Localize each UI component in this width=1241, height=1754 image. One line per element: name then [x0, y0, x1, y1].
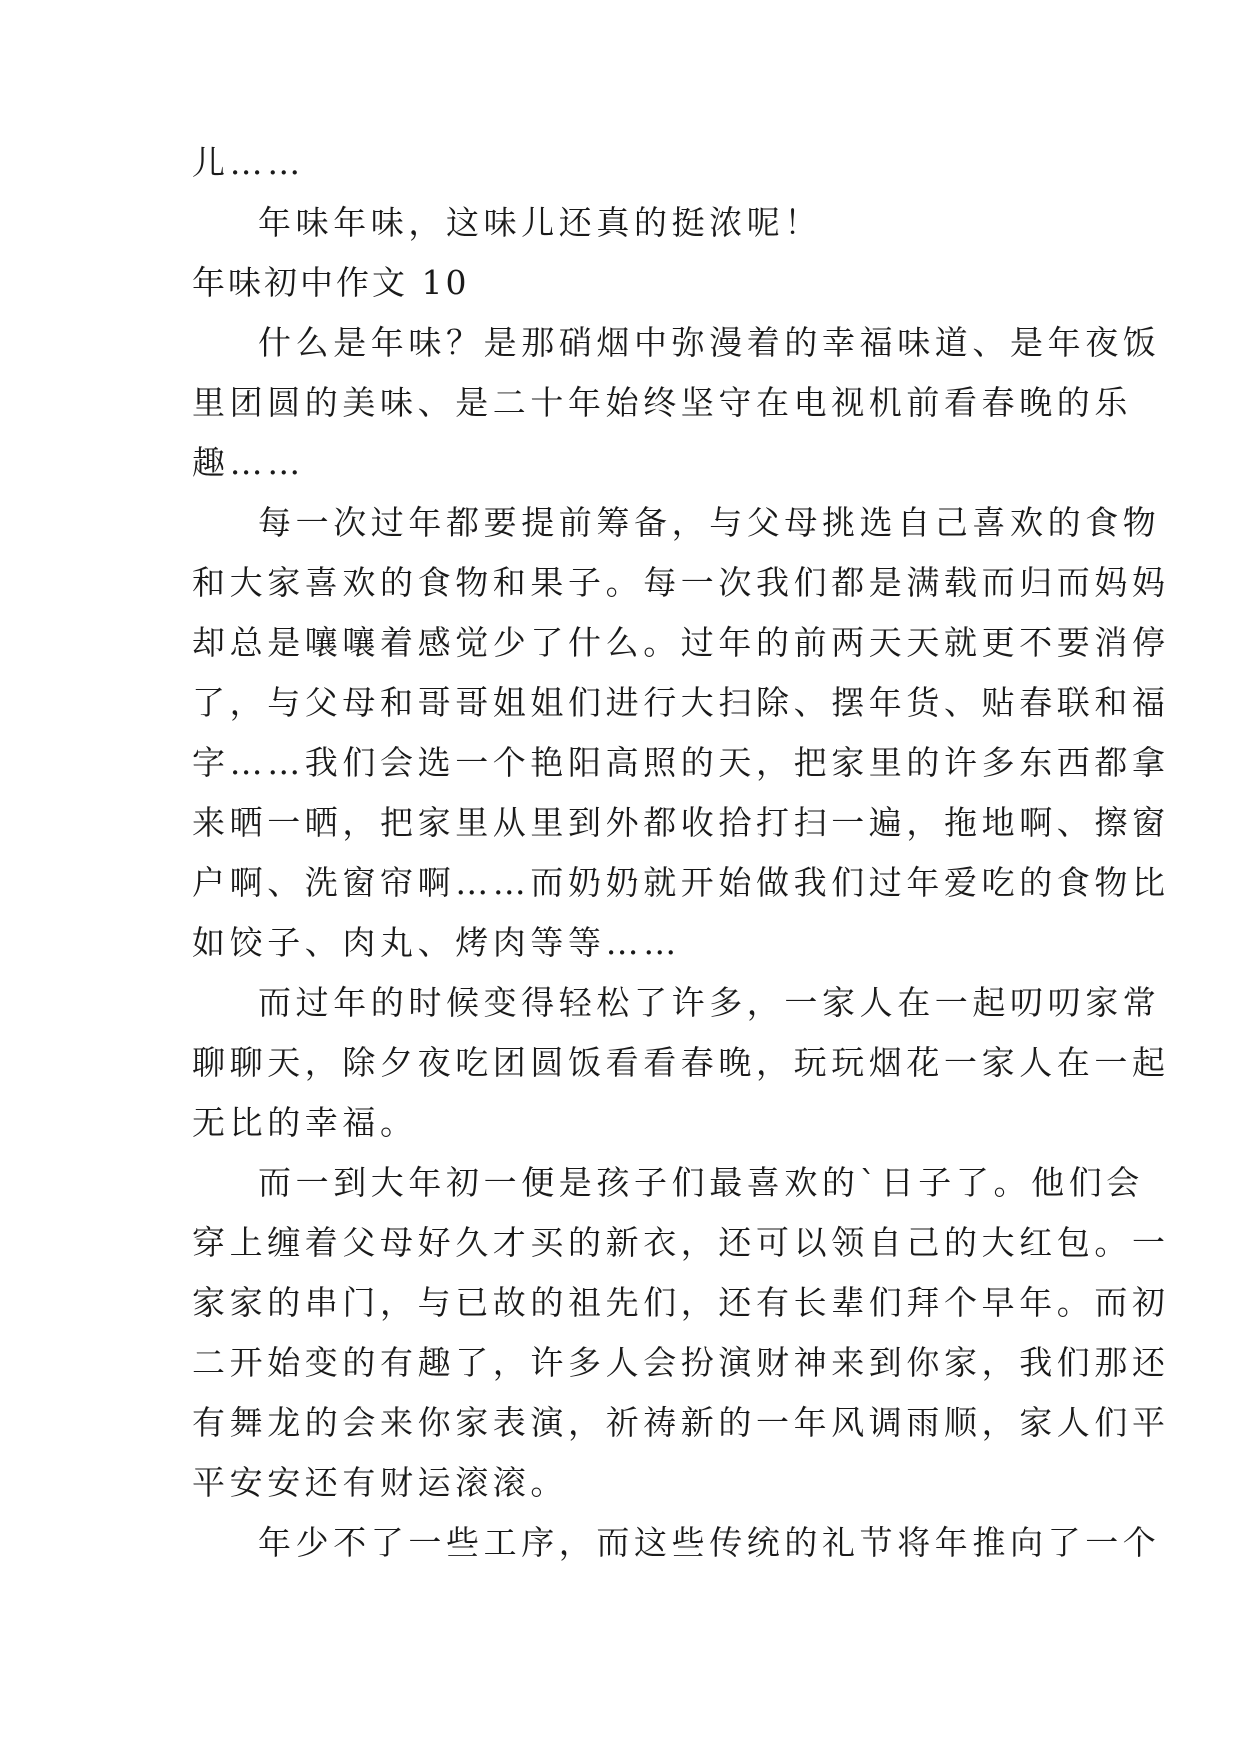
body-line: 穿上缠着父母好久才买的新衣，还可以领自己的大红包。一 [192, 1223, 1170, 1262]
body-line: 什么是年味？是那硝烟中弥漫着的幸福味道、是年夜饭 [258, 323, 1161, 362]
body-line: 来晒一晒，把家里从里到外都收拾打扫一遍，拖地啊、擦窗 [192, 803, 1170, 842]
body-line: 二开始变的有趣了，许多人会扮演财神来到你家，我们那还 [192, 1343, 1170, 1382]
body-line: 了，与父母和哥哥姐姐们进行大扫除、摆年货、贴春联和福 [192, 683, 1170, 722]
body-line: 而一到大年初一便是孩子们最喜欢的`日子了。他们会 [258, 1163, 1144, 1202]
body-line: 家家的串门，与已故的祖先们，还有长辈们拜个早年。而初 [192, 1283, 1170, 1322]
body-line: 如饺子、肉丸、烤肉等等…… [192, 923, 681, 962]
body-line: 有舞龙的会来你家表演，祈祷新的一年风调雨顺，家人们平 [192, 1403, 1170, 1442]
body-line: 聊聊天，除夕夜吃团圆饭看看春晚，玩玩烟花一家人在一起 [192, 1043, 1170, 1082]
body-line: 字……我们会选一个艳阳高照的天，把家里的许多东西都拿 [192, 743, 1170, 782]
body-line: 里团圆的美味、是二十年始终坚守在电视机前看春晚的乐 [192, 383, 1132, 422]
body-line: 年味年味，这味儿还真的挺浓呢！ [258, 203, 822, 242]
document-body [192, 133, 1170, 1573]
body-line: 无比的幸福。 [192, 1103, 418, 1142]
essay-title: 年味初中作文 10 [192, 263, 470, 302]
body-line: 年少不了一些工序，而这些传统的礼节将年推向了一个 [258, 1523, 1161, 1562]
body-line: 和大家喜欢的食物和果子。每一次我们都是满载而归而妈妈 [192, 563, 1170, 602]
body-line: 儿…… [192, 143, 305, 182]
body-line: 每一次过年都要提前筹备，与父母挑选自己喜欢的食物 [258, 503, 1161, 542]
body-line: 户啊、洗窗帘啊……而奶奶就开始做我们过年爱吃的食物比 [192, 863, 1170, 902]
body-line: 而过年的时候变得轻松了许多，一家人在一起叨叨家常 [258, 983, 1161, 1022]
body-line: 趣…… [192, 443, 305, 482]
body-line: 却总是嚷嚷着感觉少了什么。过年的前两天天就更不要消停 [192, 623, 1170, 662]
body-line: 平安安还有财运滚滚。 [192, 1463, 568, 1502]
